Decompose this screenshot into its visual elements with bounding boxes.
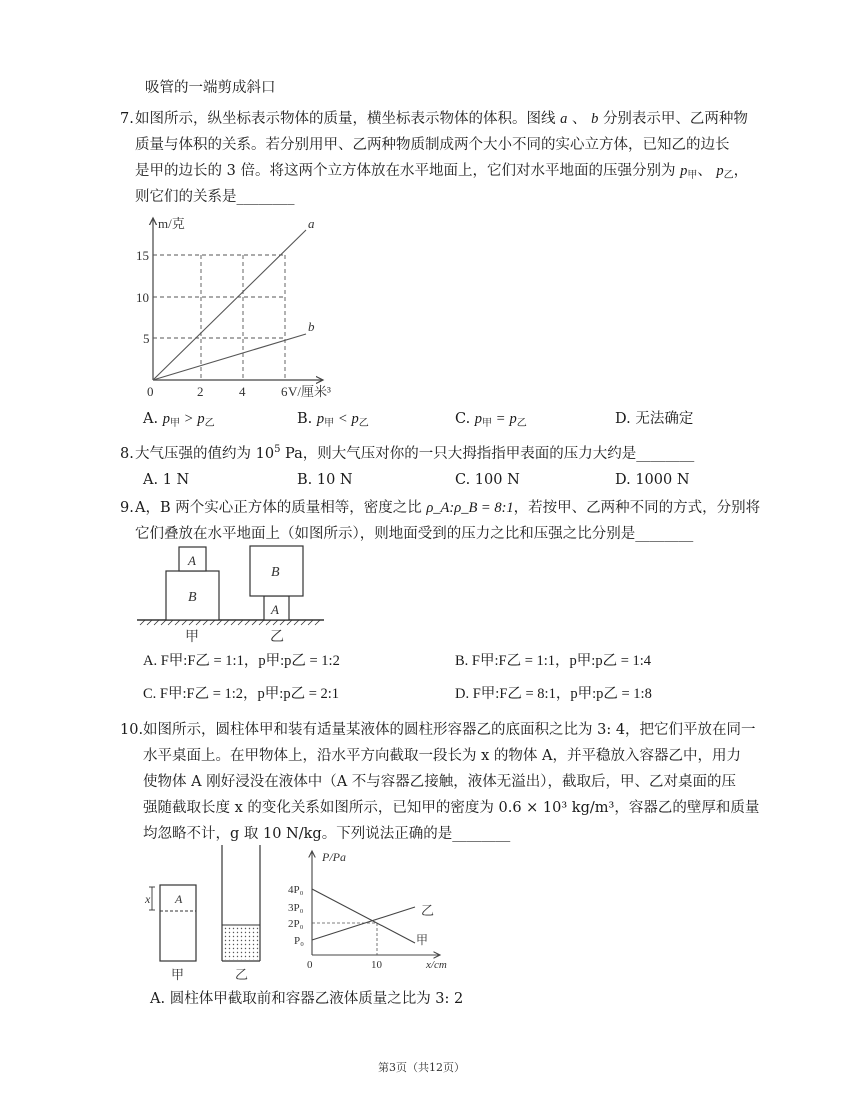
q10-y-tick: 2P₀ <box>288 918 304 930</box>
q7-line-4: 则它们的关系是________ <box>135 189 295 205</box>
q10-x-tick: 10 <box>371 959 382 971</box>
q10-x-tick: 0 <box>307 959 313 971</box>
q9-jia-b-label: B <box>188 590 197 605</box>
q7-line-b-label: b <box>308 319 315 334</box>
q10-line-5: 均忽略不计，g 取 10 N/kg。下列说法正确的是________ <box>143 826 511 842</box>
q10-yi-caption: 乙 <box>235 967 249 982</box>
q10-option-a[interactable]: A. 圆柱体甲截取前和容器乙液体质量之比为 3: 2 <box>150 991 464 1007</box>
q7-x-tick: 0 <box>147 384 154 399</box>
q9-line-2: 它们叠放在水平地面上（如图所示），则地面受到的压力之比和压强之比分别是________ <box>135 526 694 542</box>
q7-y-tick: 15 <box>136 248 149 263</box>
q7-y-axis-label: m/克 <box>158 216 185 231</box>
page-footer: 第3页（共12页） <box>378 1061 465 1074</box>
q7-option-a[interactable]: A. $p_甲 > p_乙$ <box>143 411 215 429</box>
q9-jia-a-label: A <box>188 553 196 568</box>
q10-line-2: 水平桌面上。在甲物体上，沿水平方向截取一段长为 x 的物体 A，并平稳放入容器乙中，用力 <box>143 748 741 764</box>
q7-y-tick: 10 <box>136 290 149 305</box>
q7-option-b[interactable]: B. $p_甲 < p_乙$ <box>297 411 369 429</box>
q8-number: 8. <box>120 446 134 462</box>
q7-line-a-label: a <box>308 216 315 231</box>
q8-option-b[interactable]: B. 10 N <box>297 472 353 488</box>
q10-y-tick: 4P₀ <box>288 884 304 896</box>
q9-yi-b-label: B <box>271 565 280 580</box>
q7-line-1: 如图所示，纵坐标表示物体的质量，横坐标表示物体的体积。图线 a 、 b 分别表示甲、乙两种物 <box>135 111 748 127</box>
q7-y-tick: 5 <box>143 331 150 346</box>
q10-x-label: x <box>145 892 151 906</box>
q9-option-a[interactable]: A. F甲:F乙 = 1:1，p甲:p乙 = 1:2 <box>143 653 340 669</box>
q9-option-d[interactable]: D. F甲:F乙 = 8:1，p甲:p乙 = 1:8 <box>455 686 652 702</box>
q9-jia-caption: 甲 <box>185 630 199 645</box>
q9-line-1: A，B 两个实心正方体的质量相等，密度之比 ρ_A:ρ_B = 8:1，若按甲、乙两种不同的方式，分别将 <box>135 500 761 516</box>
q7-option-c[interactable]: C. $p_甲 = p_乙$ <box>455 411 527 429</box>
q9-number: 9. <box>120 500 134 516</box>
q7-x-tick: 4 <box>239 384 246 399</box>
q7-line-2: 质量与体积的关系。若分别用甲、乙两种物质制成两个大小不同的实心立方体，已知乙的边长 <box>135 137 730 153</box>
q8-option-a[interactable]: A. 1 N <box>143 472 190 488</box>
q8-stem: 大气压强的值约为 $10^5$ Pa，则大气压对你的一只大拇指指甲表面的压力大约是________ <box>135 444 695 462</box>
q10-line-yi-label: 乙 <box>421 903 435 918</box>
q9-option-c[interactable]: C. F甲:F乙 = 1:2，p甲:p乙 = 2:1 <box>143 686 340 702</box>
q10-line-4: 强随截取长度 x 的变化关系如图所示，已知甲的密度为 0.6 × 10³ kg/m³，容器乙的壁厚和质量 <box>143 800 760 816</box>
q8-option-c[interactable]: C. 100 N <box>455 472 520 488</box>
carryover-text: 吸管的一端剪成斜口 <box>145 80 276 96</box>
q7-x-axis-label: V/厘米³ <box>288 384 331 399</box>
q7-number: 7. <box>120 111 134 127</box>
q10-y-tick: P₀ <box>294 935 304 947</box>
q8-option-d[interactable]: D. 1000 N <box>615 472 690 488</box>
q10-figure <box>140 843 460 981</box>
q9-yi-a-label: A <box>271 602 279 617</box>
q7-x-tick: 2 <box>197 384 204 399</box>
q9-stacked-cubes-figure <box>132 543 332 645</box>
q7-line-3: 是甲的边长的 3 倍。将这两个立方体放在水平地面上，它们对水平地面的压强分别为 $p_甲$、 $p_乙$， <box>135 163 749 181</box>
q10-x-axis-label: x/cm <box>426 959 447 971</box>
q10-liquid <box>223 925 259 960</box>
q10-number: 10. <box>120 722 144 738</box>
q10-line-3: 使物体 A 刚好浸没在液体中（A 不与容器乙接触，液体无溢出），截取后，甲、乙对桌面的压 <box>143 774 737 790</box>
q10-jia-caption: 甲 <box>171 967 185 982</box>
q10-a-label: A <box>175 892 183 906</box>
q7-option-d[interactable]: D. 无法确定 <box>615 411 694 427</box>
q9-yi-caption: 乙 <box>270 630 284 645</box>
q10-y-axis-label: P/Pa <box>322 850 346 864</box>
q9-option-b[interactable]: B. F甲:F乙 = 1:1，p甲:p乙 = 1:4 <box>455 653 652 669</box>
q9-ground-hatch <box>140 620 320 625</box>
q10-line-1: 如图所示，圆柱体甲和装有适量某液体的圆柱形容器乙的底面积之比为 3: 4，把它们平放在同一 <box>143 722 756 738</box>
q7-mass-volume-graph <box>138 210 338 405</box>
q7-x-tick: 6 <box>281 384 288 399</box>
q10-y-tick: 3P₀ <box>288 902 304 914</box>
q10-line-jia-label: 甲 <box>416 933 429 947</box>
